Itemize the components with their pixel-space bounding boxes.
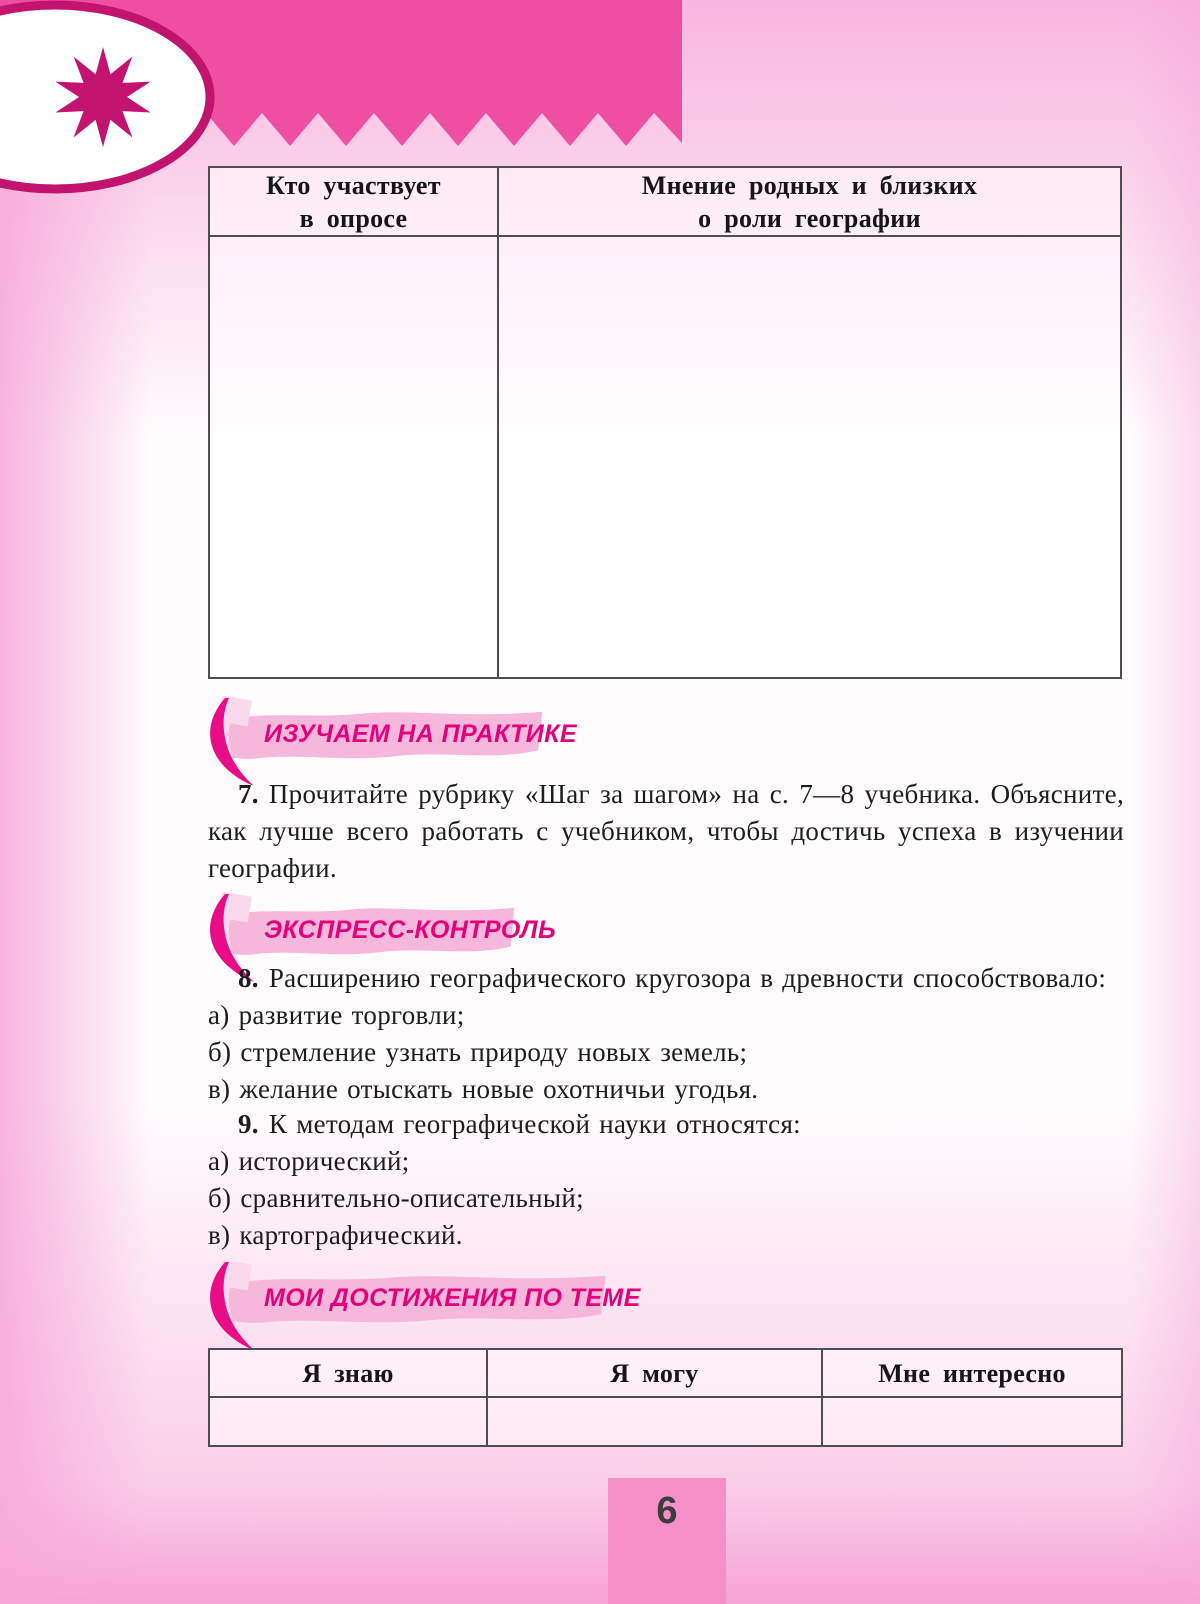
- task-7-number: 7.: [238, 779, 259, 809]
- page-number: 6: [656, 1490, 678, 1532]
- survey-col2-header-line1: Мнение родных и близких: [641, 170, 978, 200]
- achievements-col3-empty-cell: [823, 1398, 1121, 1445]
- achievements-col1-header: Я знаю: [210, 1350, 488, 1398]
- survey-col1-empty-cell: [210, 237, 499, 677]
- task-9-option-v: в) картографический.: [208, 1220, 463, 1250]
- survey-col2-header: [499, 168, 1120, 237]
- task-8-option-b: б) стремление узнать природу новых земель;: [208, 1037, 748, 1067]
- task-7: [208, 776, 1124, 887]
- swoosh-icon: [196, 696, 266, 786]
- swoosh-icon: [196, 1260, 266, 1350]
- task-8: [208, 960, 1124, 1108]
- page-number-box: [608, 1478, 726, 1604]
- achievements-table: [208, 1348, 1123, 1447]
- survey-col2-header-line2: о роли географии: [698, 203, 921, 233]
- survey-table: [208, 166, 1122, 679]
- task-9-option-b: б) сравнительно-описательный;: [208, 1183, 584, 1213]
- task-9-number: 9.: [238, 1109, 259, 1139]
- task-8-option-a: а) развитие торговли;: [208, 1000, 465, 1030]
- achievements-col3-header: Мне интересно: [823, 1350, 1121, 1398]
- survey-col1-header: [210, 168, 499, 237]
- task-9: [208, 1106, 1124, 1254]
- achievements-col2-empty-cell: [488, 1398, 823, 1445]
- section-title-express: ЭКСПРЕСС-КОНТРОЛЬ: [264, 916, 557, 944]
- task-7-text: Прочитайте рубрику «Шаг за шагом» на с. 7—8 учебника. Объясните, как лучше всего работать с учебником, чтобы достичь успеха в изучении географии.: [208, 779, 1124, 883]
- section-title-achievements: МОИ ДОСТИЖЕНИЯ ПО ТЕМЕ: [264, 1284, 641, 1312]
- survey-col1-header-line2: в опросе: [299, 203, 408, 233]
- task-8-option-v: в) желание отыскать новые охотничьи угодья.: [208, 1074, 759, 1104]
- survey-col1-header-line1: Кто участвует: [266, 170, 441, 200]
- task-9-option-a: а) исторический;: [208, 1146, 410, 1176]
- section-title-practice: ИЗУЧАЕМ НА ПРАКТИКЕ: [264, 720, 577, 748]
- task-8-question: Расширению географического кругозора в древности способствовало:: [268, 963, 1107, 993]
- survey-col2-empty-cell: [499, 237, 1120, 677]
- achievements-col2-header: Я могу: [488, 1350, 823, 1398]
- achievements-col1-empty-cell: [210, 1398, 488, 1445]
- task-8-number: 8.: [238, 963, 259, 993]
- task-9-question: К методам географической науки относятся:: [268, 1109, 801, 1139]
